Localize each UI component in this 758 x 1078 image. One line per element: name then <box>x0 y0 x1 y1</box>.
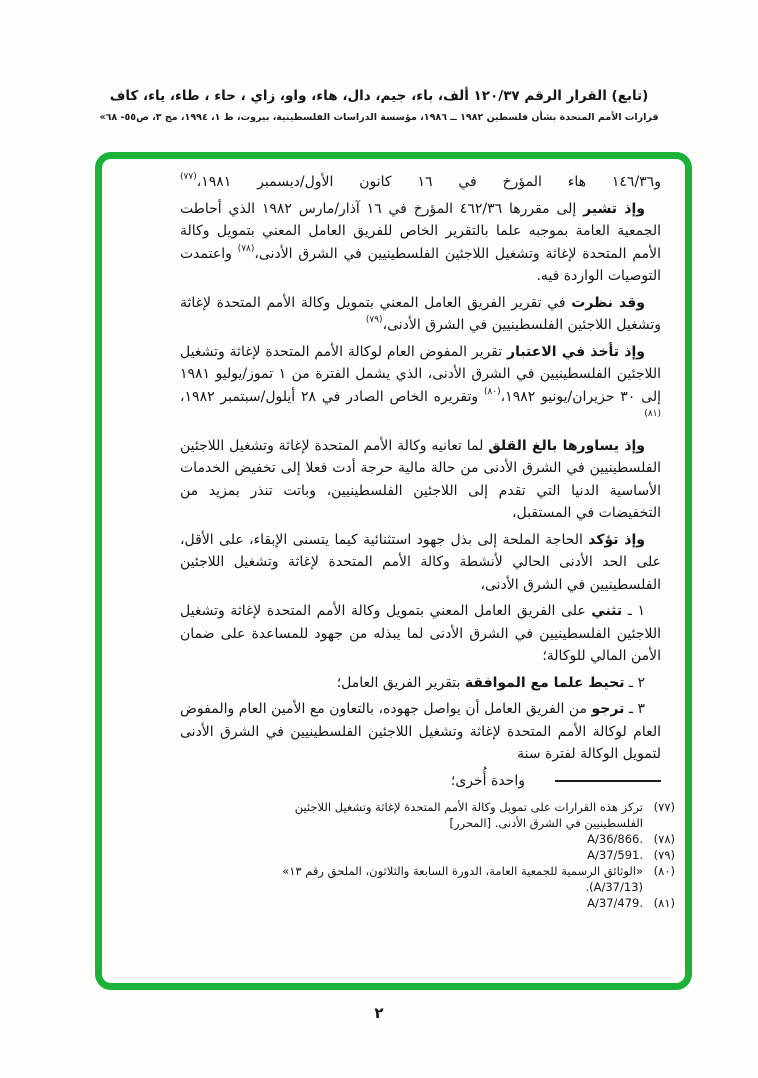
footnote-ref: (٧٩) <box>365 315 383 326</box>
text-run: إلى مقررها ٤٦٢/٣٦ المؤرخ في ١٦ آذار/مارس ١٩٨٢ الذي أحاطت الجمعية العامة بموجبه علما بالتقرير الخاص للفريق العامل المعني بتمويل وكالة الأمم المتحدة لإغاثة وتشغيل اللاجئين الفلسطينيين في الشرق الأدنى، <box>180 200 661 262</box>
footnote-ref: (٨٠) <box>483 386 501 397</box>
text-run: لما تعانيه وكالة الأمم المتحدة لإغاثة وتشغيل اللاجئين الفلسطينيين في الشرق الأدنى من حالة مالية حرجة أدت فعلا إلى تخفيض الخدمات الأساسية الدنيا التي تقدم إلى اللاجئين الفلسطينيين، وباتت تنذر بمزيد من التخفيضات في المستقبل، <box>180 437 661 521</box>
text-run: A/36/866. <box>587 832 643 846</box>
content-frame <box>95 152 692 990</box>
footnote-text <box>279 863 643 895</box>
footnote <box>279 847 675 863</box>
text-run: في تقرير الفريق العامل المعني بتمويل وكالة الأمم المتحدة لإغاثة وتشغيل اللاجئين الفلسطينيين في الشرق الأدنى، <box>180 294 661 333</box>
text-run: ١ ـ <box>622 603 645 619</box>
footnote-ref: (٧٨) <box>237 243 255 254</box>
footnotes <box>279 799 675 911</box>
paragraph <box>180 198 661 288</box>
footnote-marker: (٧٨) <box>653 832 675 846</box>
text-run: وتقريره الخاص الصادر في ٢٨ أيلول/سبتمبر ١٩٨٢، <box>180 388 484 405</box>
footnote-text <box>279 831 643 847</box>
footnote-ref: (٨١) <box>644 409 661 420</box>
text-run: بتقرير الفريق العامل؛ <box>336 674 465 691</box>
text-run: واعتمدت التوصيات الواردة فيه. <box>180 245 661 284</box>
footnote <box>279 895 675 911</box>
text-run: ترجو <box>591 701 625 717</box>
paragraph <box>180 341 661 431</box>
text-run: . <box>585 880 590 894</box>
text-run: A/37/479. <box>587 896 643 910</box>
text-run: «الوثائق الرسمية للجمعية العامة، الدورة السابعة والثلاثون، الملحق رقم ١٣» <box>282 864 643 878</box>
page-number: ٢ <box>374 1004 384 1022</box>
footnote-separator-row <box>180 770 661 793</box>
text-run: وإذ تشير <box>583 200 645 217</box>
footnote-marker: (٨١) <box>653 896 675 910</box>
paragraph <box>180 435 661 525</box>
text-run: A/37/591. <box>587 848 643 862</box>
resolution-paragraphs <box>180 171 661 766</box>
text-run: ٣ ـ <box>624 701 645 717</box>
text-run: على الفريق العامل المعني بتمويل وكالة الأمم المتحدة لإغاثة وتشغيل اللاجئين الفلسطينيين في الشرق الأدنى لما يبذله من جهود للمساعدة على ضمان الأمن المالي للوكالة؛ <box>180 603 661 664</box>
resolution-body <box>102 159 685 983</box>
footnote-separator-rule <box>555 780 661 782</box>
text-run: ٢ ـ <box>624 674 645 691</box>
text-run: (A/37/13) <box>589 880 643 894</box>
paragraph <box>180 529 661 597</box>
header-source-line: قرارات الأمم المتحدة بشأن فلسطين ١٩٨٢ ــ ١٩٨٦، مؤسسة الدراسات الفلسطينية، بيروت، ط ١، ١٩٩٤، مج ٣، ص٥٥- ٦٨» <box>99 112 659 123</box>
document-header <box>60 86 698 125</box>
text-run: وإذ يساورها بالغ القلق <box>488 437 646 454</box>
paragraph <box>180 171 661 194</box>
text-run: الحاجة الملحة إلى بذل جهود استثنائية كيما يتسنى الإبقاء، على الأقل، على الحد الأدنى الحالي لأنشطة وكالة الأمم المتحدة لإغاثة وتشغيل اللاجئين الفلسطينيين في الشرق الأدنى، <box>180 531 661 593</box>
text-run: وإذ تؤكد <box>588 531 645 548</box>
footnote <box>279 799 675 831</box>
footnote-text <box>279 895 643 911</box>
text-run: وإذ تأخذ في الاعتبار <box>507 343 645 360</box>
text-run: تحيط علما مع الموافقة <box>464 674 625 691</box>
text-run: وقد نظرت <box>571 294 645 311</box>
text-run: و١٤٦/٣٦ هاء المؤرخ في ١٦ كانون الأول/ديسمبر ١٩٨١، <box>196 174 661 190</box>
paragraph <box>180 600 661 668</box>
footnote <box>279 863 675 895</box>
text-run: تثني <box>591 603 623 619</box>
footnote-ref: (٧٧) <box>180 172 197 183</box>
footnote-marker: (٨٠) <box>653 864 675 878</box>
text-run: من الفريق العامل أن يواصل جهوده، بالتعاون مع الأمين العام والمفوض العام لوكالة الأمم المتحدة لإغاثة وتشغيل اللاجئين الفلسطينيين في الشرق الأدنى لتمويل الوكالة لفترة سنة <box>180 701 661 762</box>
text-run: تقرير المفوض العام لوكالة الأمم المتحدة لإغاثة وتشغيل اللاجئين الفلسطينيين في الشرق الأدنى، الذي يشمل الفترة من ١ تموز/يوليو ١٩٨١ إلى ٣٠ حزيران/يونيو ١٩٨٢، <box>180 343 662 405</box>
footnote-marker: (٧٧) <box>653 800 675 814</box>
paragraph-tail-text: واحدة أُخرى؛ <box>450 772 525 789</box>
text-run: تركز هذه القرارات على تمويل وكالة الأمم المتحدة لإغاثة وتشغيل اللاجئين الفلسطينيين في الشرق الأدنى. [المحرر] <box>294 800 643 830</box>
paragraph <box>180 292 661 337</box>
footnote-marker: (٧٩) <box>653 848 675 862</box>
footnote <box>279 831 675 847</box>
paragraph <box>180 672 661 695</box>
footnote-text <box>279 799 643 831</box>
header-resolution-title: (تابع) القرار الرقم ١٢٠/٣٧ ألف، باء، جيم، دال، هاء، واو، زاي ، حاء ، طاء، ياء، كاف <box>109 88 649 104</box>
paragraph <box>180 698 661 766</box>
footnote-text <box>279 847 643 863</box>
